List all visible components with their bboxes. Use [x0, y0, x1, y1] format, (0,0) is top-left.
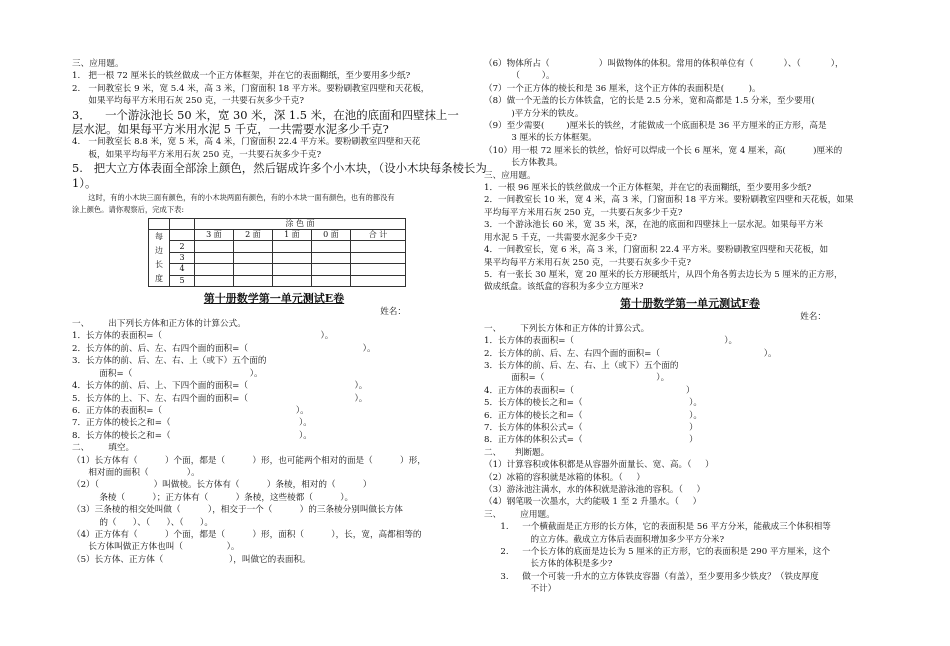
table-corner [170, 219, 195, 230]
fill-line: 长方体叫做正方体也叫（ ）。 [72, 542, 240, 553]
formula-line: 3．长方体的前、后、左、右、上（或下）五个面的 [72, 356, 267, 367]
section-heading: 一、 下列长方体和正方体的计算公式。 [484, 323, 650, 334]
formula-line: 5．长方体的棱长之和=（ ）。 [484, 398, 703, 409]
formula-line: 6．正方体的表面积=（ ）。 [72, 405, 309, 416]
formula-line: 1．长方体的表面积=（ ）。 [72, 331, 334, 342]
answer-cell[interactable] [195, 275, 234, 286]
formula-line: 2．长方体的前、后、左、右四个面的面积=（ ）。 [72, 343, 376, 354]
question-line: 1. 一个横截面是正方形的长方体，它的表面积是 56 平方分米，能截成三个体积相等 [484, 522, 831, 533]
formula-line: 6．正方体的棱长之和=（ ）。 [484, 410, 703, 421]
formula-line: 4．正方体的表面积=（ ） [484, 385, 695, 396]
judge-line: （1）计算容积或体积都是从容器外面量长、宽、高。（ ） [484, 460, 714, 471]
formula-line: 7．长方体的体积公式=（ ） [484, 422, 698, 433]
answer-cell[interactable] [351, 241, 406, 252]
answer-cell[interactable] [273, 252, 312, 263]
paint-table [148, 218, 406, 287]
left-column [72, 58, 487, 566]
column-header: 1 面 [273, 230, 312, 241]
formula-line: 7．正方体的棱长之和=（ ）。 [72, 418, 312, 429]
table-row [149, 252, 406, 263]
question-line: 3. 做一个可装一升水的立方体铁皮容器（有盖），至少要用多少铁皮？（铁皮厚度 [484, 571, 819, 582]
question-line: 4. 一间教室长 8.8 米，宽 5 米，高 4 米，门窗面积 22.4 平方米。要粉刷教室四壁和天花 [72, 137, 421, 148]
section-heading: 二、 判断题。 [484, 447, 550, 458]
test-title: 第十册数学第一单元测试E卷 [203, 292, 345, 306]
question-line: 3． 一个游泳池长 50 米，宽 30 米，深 1.5 米，在池的底面和四壁抹上一 [72, 107, 459, 122]
fill-line: （3）三条棱的相交处叫做（ ），相交于一个（ ）的三条棱分别叫做长方体 [72, 505, 403, 516]
answer-cell[interactable] [195, 252, 234, 263]
column-header: 0 面 [312, 230, 351, 241]
fill-line: （ ）。 [484, 71, 555, 82]
column-header: 3 面 [195, 230, 234, 241]
table-group-header: 涂 色 面 [195, 219, 406, 230]
formula-line: 8．正方体的体积公式=（ ） [484, 435, 698, 446]
question-line: 1．一根 96 厘米长的铁丝做成一个正方体框架，并在它的表面糊纸，至少要用多少纸? [484, 183, 812, 194]
section-heading: 二、 填空。 [72, 443, 135, 454]
row-header-text: 每边长度 [155, 232, 163, 284]
row-label: 2 [170, 241, 195, 252]
section-heading: 三、应用题。 [484, 170, 536, 181]
question-line: 5．有一张长 30 厘米，宽 20 厘米的长方形硬纸片，从四个角各剪去边长为 5 厘米的正方形， [484, 269, 843, 280]
answer-cell[interactable] [312, 252, 351, 263]
fill-line: （10）用一根 72 厘米长的铁丝，恰好可以焊成一个长 6 厘米，宽 4 厘米，高( )厘米的 [484, 145, 843, 156]
formula-line: 面积=（ ）。 [72, 368, 263, 379]
answer-cell[interactable] [234, 264, 273, 275]
row-header [149, 230, 170, 287]
formula-line: 5．长方体的上、下、左、右四个面的面积=（ ）。 [72, 393, 368, 404]
fill-line: （5）长方体、正方体（ ），叫做它的表面积。 [72, 554, 311, 565]
name-label: 姓名： [380, 307, 406, 318]
question-line: 不计） [484, 584, 557, 595]
question-line: 果平均每平方米用石灰 250 克，一共要石灰多少千克? [484, 257, 691, 268]
fill-line: （9）至少需要( )厘米长的铁丝，才能做成一个底面积是 36 平方厘米的正方形，高是 [484, 121, 827, 132]
fill-line: （4）正方体有（ ）个面，都是（ ）形，面积（ ），长，宽，高都相等的 [72, 529, 422, 540]
answer-cell[interactable] [312, 275, 351, 286]
fill-line: 3 厘米的长方体框架。 [484, 133, 597, 144]
fill-line: 的（ ）、（ ）、（ ）。 [72, 517, 213, 528]
question-line: 板，如果平均每平方米用石灰 250 克，一共要石灰多少千克? [72, 149, 322, 160]
answer-cell[interactable] [195, 241, 234, 252]
table-row [149, 275, 406, 286]
table-cell [170, 230, 195, 241]
column-header: 2 面 [234, 230, 273, 241]
formula-line: 4．长方体的前、后、上、下四个面的面积=（ ）。 [72, 381, 368, 392]
table-row [149, 241, 406, 252]
formula-line: 1．长方体的表面积=（ ）。 [484, 336, 738, 347]
note-line: 涂上颜色。请你观察后，完成下表: [72, 204, 184, 214]
fill-line: （6）物体所占（ ）叫做物体的体积。常用的体积单位有（ ）、（ ）， [484, 59, 844, 69]
fill-line: （1）长方体有（ ）个面，都是（ ）形，也可能两个相对的面是（ ）形， [72, 455, 426, 466]
judge-line: （2）冰箱的容积就是冰箱的体积。（ ） [484, 472, 645, 483]
question-line: 用水泥 5 千克，一共需要水泥多少千克? [484, 232, 638, 243]
table-row [149, 264, 406, 275]
fill-line: )平方分米的铁皮。 [484, 108, 584, 119]
formula-line: 8．长方体的棱长之和=（ ）。 [72, 430, 312, 441]
question-line: 1. 把一根 72 厘米长的铁丝做成一个正方体框架，并在它的表面糊纸，至少要用多少纸? [72, 71, 411, 82]
judge-line: （3）游泳池注满水，水的体积就是游泳池的容积。（ ） [484, 485, 706, 495]
row-label: 3 [170, 252, 195, 263]
section-heading: 三、应用题。 [72, 59, 124, 69]
question-line: 平均每平方米用石灰 250 克，一共要石灰多少千克? [484, 207, 683, 218]
question-line: 2. 一间教室长 9 米，宽 5.4 米，高 3 米，门窗面积 18 平方米。要粉刷教室四壁和天花板， [72, 83, 430, 94]
question-line: 2. 一个长方体的底面是边长为 5 厘米的正方形，它的表面积是 290 平方厘米，这个 [484, 547, 831, 558]
question-line: 的立方体。截成立方体后表面积增加多少平方分米? [484, 534, 725, 545]
answer-cell[interactable] [234, 241, 273, 252]
fill-line: 相对面的面积（ ）。 [72, 467, 200, 478]
fill-line: （7）一个正方体的棱长和是 36 厘米，这个正方体的表面积是( )。 [484, 83, 761, 94]
section-heading: 三、 应用题。 [484, 509, 555, 520]
answer-cell[interactable] [312, 241, 351, 252]
answer-cell[interactable] [351, 252, 406, 263]
question-line: 2．一间教室长 10 米，宽 4 米，高 3 米，门窗面积 18 平方米。要粉刷教室四壁和天花板，如果 [484, 195, 854, 206]
answer-cell[interactable] [273, 264, 312, 275]
question-line: 层水泥。如果每平方米用水泥 5 千克，一共需要水泥多少千克? [72, 122, 389, 137]
fill-line: （2）（ ）叫做棱。长方体有（ ）条棱，相对的（ ） [72, 480, 372, 491]
answer-cell[interactable] [351, 264, 406, 275]
answer-cell[interactable] [195, 264, 234, 275]
question-line: 5. 把大立方体表面全部涂上颜色，然后锯成许多个小木块，（设小木块每条棱长为 [72, 161, 487, 176]
fill-line: 长方体教具。 [484, 158, 563, 169]
note-line: 这时，有的小木块三面有颜色，有的小木块两面有颜色，有的小木块一面有颜色，也有的都没有 [72, 193, 395, 203]
column-header: 合 计 [351, 230, 406, 241]
formula-line: 面积=（ ）。 [484, 373, 670, 384]
answer-cell[interactable] [312, 264, 351, 275]
fill-line: 条棱（ ）；正方体有（ ）条棱，这些棱都（ ）。 [72, 492, 354, 503]
row-label: 4 [170, 264, 195, 275]
test-title: 第十册数学第一单元测试F卷 [620, 296, 760, 310]
question-line: 做成纸盒。该纸盒的容积为多少立方厘米? [484, 282, 644, 293]
formula-line: 2．长方体的前、后、左、右四个面的面积=（ ）。 [484, 348, 777, 359]
answer-cell[interactable] [273, 275, 312, 286]
question-line: 1）。 [72, 175, 97, 190]
section-heading: 一、 出下列长方体和正方体的计算公式。 [72, 319, 246, 330]
answer-cell[interactable] [351, 275, 406, 286]
question-line: 3．一个游泳池长 60 米，宽 35 米，深，在池的底面和四壁抹上一层水泥。如果每平方米 [484, 220, 824, 231]
question-line: 如果平均每平方米用石灰 250 克，一共要石灰多少千克? [72, 96, 304, 107]
answer-cell[interactable] [234, 252, 273, 263]
row-label: 5 [170, 275, 195, 286]
name-label: 姓名： [800, 311, 826, 322]
judge-line: （4）钢笔吸一次墨水，大约能吸 1 至 2 升墨水。（ ） [484, 497, 702, 508]
table-corner [149, 219, 170, 230]
note-block [72, 192, 476, 215]
answer-cell[interactable] [234, 275, 273, 286]
question-line: 4．一间教室长，宽 6 米，高 3 米，门窗面积 22.4 平方米。要粉刷教室四壁和天花板，如 [484, 245, 829, 256]
right-column [484, 58, 896, 596]
fill-line: （8）做一个无盖的长方体铁盒，它的长是 2.5 分米，宽和高都是 1.5 分米，至少要用( [484, 96, 815, 107]
answer-cell[interactable] [273, 241, 312, 252]
formula-line: 3．长方体的前、后、左、右、上（或下）五个面的 [484, 360, 679, 371]
question-line: 长方体的体积是多少? [484, 559, 613, 570]
